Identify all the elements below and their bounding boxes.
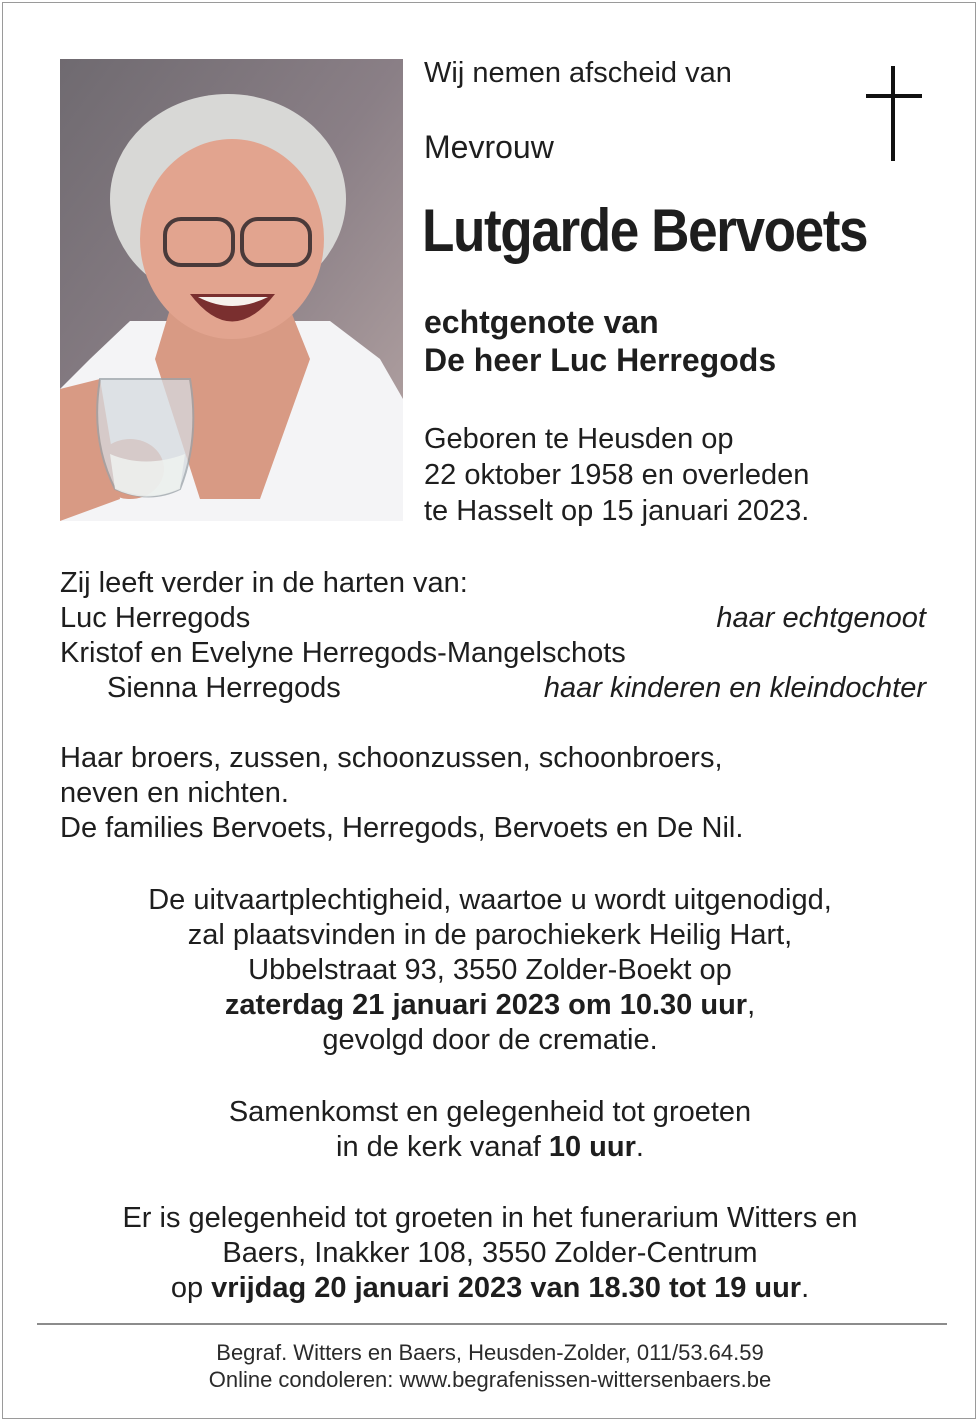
gathering-suffix: . <box>635 1131 644 1163</box>
spouse-line-1: echtgenote van <box>424 304 659 340</box>
family-line: neven en nichten. <box>60 777 289 809</box>
bio-line: 22 oktober 1958 en overleden <box>424 459 810 491</box>
online-condolences: Online condoleren: www.begrafenissen-wittersenbaers.be <box>208 1367 772 1392</box>
footer-divider <box>37 1323 947 1325</box>
survivors-heading <box>60 566 926 601</box>
deceased-name: Lutgarde Bervoets <box>422 197 868 264</box>
gathering-time-line <box>3 1130 976 1165</box>
gathering-time: 10 uur <box>548 1131 636 1163</box>
extended-family-block <box>60 741 743 846</box>
spouse-block <box>424 303 776 379</box>
survivor-row <box>60 601 926 636</box>
portrait-photo <box>60 59 403 521</box>
honorific: Mevrouw <box>424 129 554 165</box>
survivors-block <box>60 566 926 706</box>
cross-icon-vertical <box>891 66 895 161</box>
cross-icon <box>866 66 922 161</box>
survivor-relation: haar echtgenoot <box>716 602 926 634</box>
spouse-line-2: De heer Luc Herregods <box>424 342 777 378</box>
intro-text: Wij nemen afscheid van <box>424 57 732 89</box>
survivors-heading-text: Zij leeft verder in de harten van: <box>60 567 468 599</box>
family-line: De families Bervoets, Herregods, Bervoets en De Nil. <box>60 812 744 844</box>
bio-line: te Hasselt op 15 januari 2023. <box>424 495 810 527</box>
survivor-relation: haar kinderen en kleindochter <box>543 672 926 704</box>
gathering-prefix: in de kerk vanaf <box>336 1131 549 1163</box>
survivor-name: Kristof en Evelyne Herregods-Mangelschots <box>60 637 626 669</box>
visitation-time-line <box>3 1271 976 1306</box>
footer-block <box>3 1339 976 1393</box>
ceremony-line: De uitvaartplechtigheid, waartoe u wordt uitgenodigd, <box>148 884 832 916</box>
ceremony-line: zal plaatsvinden in de parochiekerk Heilig Hart, <box>187 919 793 951</box>
visitation-time: vrijdag 20 januari 2023 van 18.30 tot 19 uur <box>211 1272 802 1304</box>
ceremony-date: zaterdag 21 januari 2023 om 10.30 uur <box>224 989 748 1021</box>
cross-icon-horizontal <box>866 94 922 98</box>
survivor-name: Luc Herregods <box>60 602 251 634</box>
ceremony-date-suffix: , <box>747 989 756 1021</box>
survivor-row <box>60 671 926 706</box>
family-line: Haar broers, zussen, schoonzussen, schoonbroers, <box>60 742 723 774</box>
ceremony-line: Ubbelstraat 93, 3550 Zolder-Boekt op <box>248 954 732 986</box>
visitation-line: Baers, Inakker 108, 3550 Zolder-Centrum <box>222 1237 758 1269</box>
bio-block <box>424 421 809 529</box>
survivor-row <box>60 636 926 671</box>
obituary-card <box>2 2 976 1419</box>
gathering-block <box>3 1095 976 1165</box>
ceremony-block <box>3 883 976 1058</box>
visitation-prefix: op <box>170 1272 212 1304</box>
ceremony-line: gevolgd door de crematie. <box>322 1024 658 1056</box>
visitation-line: Er is gelegenheid tot groeten in het funerarium Witters en <box>122 1202 858 1234</box>
survivor-name: Sienna Herregods <box>107 672 341 704</box>
visitation-suffix: . <box>801 1272 810 1304</box>
ceremony-date-line <box>3 988 976 1023</box>
gathering-line: Samenkomst en gelegenheid tot groeten <box>228 1096 752 1128</box>
funeral-home-contact: Begraf. Witters en Baers, Heusden-Zolder, 011/53.64.59 <box>216 1340 764 1365</box>
bio-line: Geboren te Heusden op <box>424 423 734 455</box>
visitation-block <box>3 1201 976 1306</box>
